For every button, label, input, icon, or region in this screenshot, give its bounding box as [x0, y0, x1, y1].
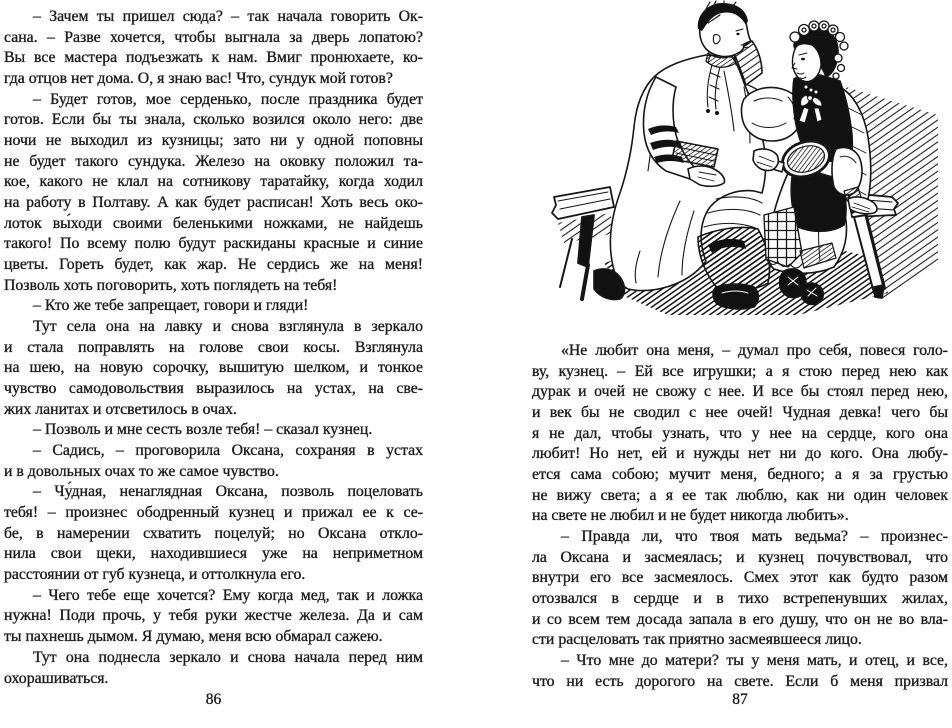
page-86-text: [4, 7, 423, 689]
paragraph: [4, 296, 423, 317]
text-line: гда отцов нет дома. О, я знаю вас! Что, сундук мой готов?: [4, 70, 393, 88]
paragraph: [4, 420, 423, 441]
text-line: сана. – Разве хочется, чтобы выгнала за дверь лопатою?: [4, 28, 423, 46]
text-line: и в довольных очах то же самое чувство.: [4, 462, 279, 480]
page-number-86: 86: [205, 691, 222, 708]
page-87-text: [532, 341, 948, 692]
paragraph: [4, 441, 423, 482]
text-line: – Чего тебе еще хочется? Ему когда мед, так и ложка: [33, 586, 423, 604]
text-line: – Кто же тебе запрещает, говори и гляди!: [33, 297, 309, 315]
paragraph: [532, 341, 948, 527]
text-line: и стала поправлять на голове свои косы. Взглянула: [4, 338, 423, 356]
text-line: и век бы не сводил с нее очей! Чудная девка! чего бы: [532, 404, 948, 422]
text-line: нила свои щеки, находившиеся уже на неприметном: [4, 545, 423, 563]
text-line: готов. Если бы ты знала, сколько возился около него: две: [4, 111, 423, 129]
text-line: – Что мне до матери? ты у меня мать, и отец, и все,: [561, 652, 948, 670]
text-line: дурак и очей не свожу с нее. И все бы стоял перед нею,: [532, 383, 948, 401]
text-line: ву, кузнец. – Ей все игрушки; а я стою перед нею как: [532, 362, 948, 380]
text-line: Вы все мастера подъезжать к нам. Вмиг пронюхаете, ко-: [4, 49, 423, 67]
text-line: – Правда ли, что твоя мать ведьма? – произнес-: [561, 528, 948, 546]
text-line: – Будет готов, мое серденько, после праздника будет: [33, 90, 423, 108]
text-line: ночи не выходил из кузницы; зато ни у одной поповны: [4, 132, 423, 150]
text-line: тебя! – произнес ободренный кузнец и прижал ее к се-: [4, 504, 423, 522]
text-line: расстоянии от губ кузнеца, и оттолкнула его.: [4, 566, 306, 584]
text-line: кое, какого не клал на сотникову таратайку, когда ходил: [4, 173, 423, 191]
text-line: бе, в намерении схватить поцелуй; но Оксана откло-: [4, 524, 423, 542]
text-line: цветы. Гореть будет, как жар. Не сердись же на меня!: [4, 256, 423, 274]
paragraph: [4, 482, 423, 585]
paragraph: [4, 90, 423, 297]
text-line: «Не любит она меня, – думал про себя, повеся голо-: [561, 342, 948, 359]
text-line: – Позволь и мне сесть возле тебя! – сказал кузнец.: [33, 421, 373, 439]
text-line: на шею, на новую сорочку, вышитую шелком, и тонкое: [4, 359, 423, 377]
text-line: жих ланитах и отсветилось в очах.: [4, 400, 237, 418]
text-line: и со всем тем досада запала в его душу, что он не во вла-: [532, 610, 948, 628]
text-line: отозвался в сердце и в тихо встрепенувших жилах,: [532, 590, 948, 608]
text-line: – Садись, – проговорила Оксана, сохраняя в устах: [33, 442, 423, 460]
text-line: Тут она поднесла зеркало и снова начала перед ним: [33, 648, 423, 666]
text-line: лоток вы́ходи своими беленькими ножками, не найдешь: [4, 214, 423, 232]
page-number-87: 87: [732, 691, 748, 708]
text-line: ты пахнешь дымом. Я думаю, меня всю обмарал сажею.: [4, 628, 383, 646]
text-line: Позволь хоть поговорить, хоть поглядеть на тебя!: [4, 276, 338, 294]
text-line: нужна! Поди прочь, у тебя руки жестче железа. Да и сам: [4, 607, 423, 625]
paragraph: [4, 648, 423, 689]
text-line: ется сама собою; мучит меня, бедного; а я за грустью: [532, 466, 948, 484]
text-line: я не дал, чтобы узнать, что у нее на сердце, кого она: [532, 424, 948, 442]
paragraph: [4, 7, 423, 90]
text-line: любит! Но нет, ей и нужды нет ни до кого. Она любу-: [532, 445, 948, 463]
text-line: Тут села она на лавку и снова взглянула в зеркало: [33, 318, 423, 336]
paragraph: [532, 527, 948, 651]
text-line: на свете не любил и не будет никогда любить».: [532, 507, 849, 525]
paragraph: [4, 317, 423, 420]
text-line: – Чу́дная, ненаглядная Оксана, позволь поцеловать: [33, 483, 423, 501]
text-line: внутри его все засмеялось. Смех этот как будто разом: [532, 569, 948, 587]
paragraph: [4, 586, 423, 648]
text-line: сти расцеловать так приятно засмеявшееся лицо.: [532, 631, 862, 649]
illustration-svg: [548, 0, 950, 322]
text-line: что ни есть дорогого на свете. Если б меня призвал: [532, 672, 948, 690]
text-line: ла Оксана и засмеялась; и кузнец почувствовал, что: [532, 548, 948, 566]
text-line: – Зачем ты пришел сюда? – так начала говорить Ок-: [33, 8, 423, 25]
text-line: такого! По всему полю будут раскиданы красные и синие: [4, 235, 423, 253]
page-87: [476, 0, 952, 728]
illustration-blacksmith-and-oksana: [548, 0, 950, 322]
text-line: на работу в Полтаву. А как будет расписан! Хоть весь око-: [4, 194, 423, 212]
text-line: не вижу света; а я ее так люблю, как ни один человек: [532, 486, 948, 504]
text-line: охорашиваться.: [4, 669, 109, 687]
text-line: не будет такого сундука. Железо на оковку положил та-: [4, 152, 423, 170]
paragraph: [532, 651, 948, 692]
text-line: чувство самодовольствия выразилось на устах, на све-: [4, 380, 423, 398]
